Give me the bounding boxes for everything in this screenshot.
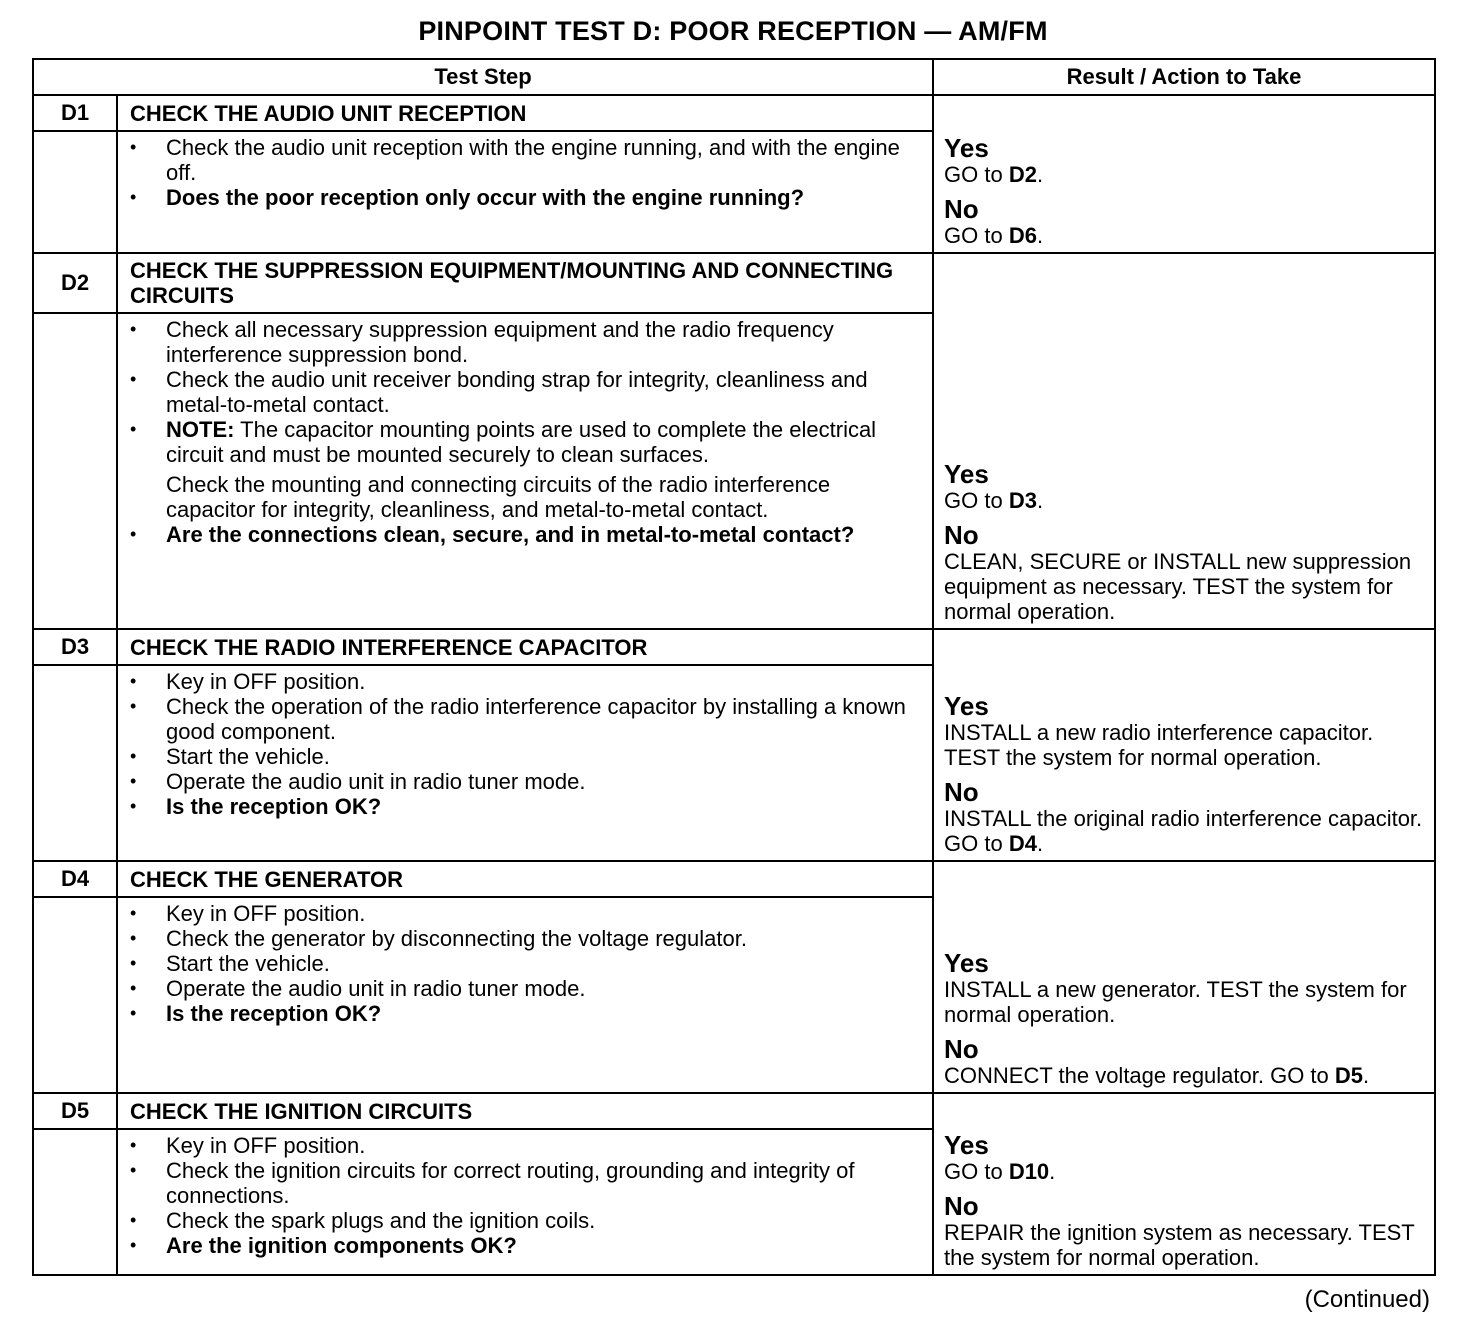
step-result — [933, 95, 1435, 253]
step-heading: CHECK THE AUDIO UNIT RECEPTION — [117, 95, 933, 131]
instruction-text: Check the audio unit receiver bonding strap for integrity, cleanliness and metal-to-metal contact. — [166, 367, 868, 417]
no-action-suffix: . — [1036, 223, 1044, 248]
no-action-text: REPAIR the ignition system as necessary. TEST the system for normal operation. — [944, 1220, 1415, 1270]
yes-result — [944, 1131, 1424, 1184]
step-instructions — [117, 897, 933, 1093]
no-label: No — [944, 520, 979, 550]
no-result — [944, 521, 1424, 624]
step-heading: CHECK THE GENERATOR — [117, 861, 933, 897]
instruction-item — [124, 669, 922, 694]
no-action-text: GO to — [944, 223, 1009, 248]
instruction-text: Operate the audio unit in radio tuner mode. — [166, 769, 586, 794]
instruction-question: Does the poor reception only occur with the engine running? — [166, 185, 805, 210]
continued-label: (Continued) — [1304, 1286, 1430, 1313]
yes-step-reference: D3 — [1008, 488, 1037, 513]
instruction-list — [124, 135, 922, 210]
yes-action-text: INSTALL a new radio interference capacitor. TEST the system for normal operation. — [944, 720, 1374, 770]
step-id-spacer — [33, 665, 117, 861]
no-step-reference: D5 — [1334, 1063, 1364, 1088]
table-header-row — [33, 59, 1435, 95]
step-id: D3 — [33, 629, 117, 665]
step-result — [933, 861, 1435, 1093]
yes-action-text: GO to — [944, 162, 1009, 187]
instruction-item — [124, 901, 922, 926]
steps-body — [33, 95, 1435, 1275]
yes-action-suffix: . — [1049, 1159, 1056, 1184]
no-action-text: INSTALL the original radio interference capacitor. GO to — [944, 806, 1423, 856]
yes-step-reference: D10 — [1008, 1159, 1050, 1184]
yes-action-suffix: . — [1036, 162, 1044, 187]
step-id: D1 — [33, 95, 117, 131]
instruction-item — [124, 1208, 922, 1233]
no-step-reference: D4 — [1008, 831, 1037, 856]
no-result — [944, 778, 1424, 856]
step-instructions — [117, 131, 933, 253]
instruction-text: Check the generator by disconnecting the voltage regulator. — [166, 926, 747, 951]
instruction-text: Key in OFF position. — [166, 1133, 366, 1158]
no-label: No — [944, 1191, 979, 1221]
no-action-suffix: . — [1036, 831, 1044, 856]
step-instructions — [117, 313, 933, 629]
step-heading: CHECK THE RADIO INTERFERENCE CAPACITOR — [117, 629, 933, 665]
no-step-reference: D6 — [1008, 223, 1037, 248]
yes-action-text: INSTALL a new generator. TEST the system for normal operation. — [944, 977, 1407, 1027]
step-instructions — [117, 665, 933, 861]
no-action-suffix: . — [1363, 1063, 1370, 1088]
yes-result — [944, 949, 1424, 1027]
instruction-text: Check the mounting and connecting circuits of the radio interference capacitor for integrity, cleanliness, and metal-to-metal contact. — [166, 472, 831, 522]
yes-step-reference: D2 — [1008, 162, 1037, 187]
instruction-text: The capacitor mounting points are used to complete the electrical circuit and must be mounted securely to clean surfaces. — [166, 417, 877, 467]
instruction-question: Are the ignition components OK? — [166, 1233, 517, 1258]
yes-label: Yes — [944, 459, 989, 489]
instruction-item — [124, 1001, 922, 1026]
instruction-question: Are the connections clean, secure, and in metal-to-metal contact? — [166, 522, 855, 547]
instruction-item — [124, 522, 922, 547]
step-id-spacer — [33, 131, 117, 253]
instruction-list — [124, 901, 922, 1026]
instruction-text: Operate the audio unit in radio tuner mode. — [166, 976, 586, 1001]
instruction-text: Start the vehicle. — [166, 744, 330, 769]
yes-result — [944, 692, 1424, 770]
no-label: No — [944, 1034, 979, 1064]
step-id: D4 — [33, 861, 117, 897]
yes-label: Yes — [944, 1130, 989, 1160]
instruction-item — [124, 1133, 922, 1158]
instruction-item — [124, 185, 922, 210]
instruction-item — [124, 976, 922, 1001]
instruction-text: Key in OFF position. — [166, 669, 366, 694]
step-heading: CHECK THE IGNITION CIRCUITS — [117, 1093, 933, 1129]
step-heading: CHECK THE SUPPRESSION EQUIPMENT/MOUNTING AND CONNECTING CIRCUITS — [117, 253, 933, 313]
instruction-list — [124, 317, 922, 547]
instruction-text: Check the operation of the radio interference capacitor by installing a known good component. — [166, 694, 906, 744]
no-action-text: CONNECT the voltage regulator. GO to — [944, 1063, 1335, 1088]
step-id: D5 — [33, 1093, 117, 1129]
step-id: D2 — [33, 253, 117, 313]
instruction-item — [124, 926, 922, 951]
step-id-spacer — [33, 897, 117, 1093]
yes-label: Yes — [944, 133, 989, 163]
instruction-item — [124, 367, 922, 417]
yes-action-text: GO to — [944, 488, 1009, 513]
no-result — [944, 195, 1424, 248]
instruction-item — [124, 1233, 922, 1258]
instruction-item — [124, 744, 922, 769]
instruction-text: Start the vehicle. — [166, 951, 330, 976]
pinpoint-test-table — [32, 58, 1436, 1276]
instruction-question: Is the reception OK? — [166, 1001, 382, 1026]
step-heading-row — [33, 253, 1435, 313]
step-instructions — [117, 1129, 933, 1275]
yes-action-text: GO to — [944, 1159, 1009, 1184]
yes-label: Yes — [944, 948, 989, 978]
instruction-question: Is the reception OK? — [166, 794, 382, 819]
instruction-item — [124, 472, 922, 522]
step-heading-row — [33, 629, 1435, 665]
no-label: No — [944, 777, 979, 807]
instruction-list — [124, 1133, 922, 1258]
instruction-item — [124, 694, 922, 744]
step-heading-row — [33, 1093, 1435, 1129]
column-header-test-step: Test Step — [33, 59, 933, 95]
yes-label: Yes — [944, 691, 989, 721]
instruction-text: Check the spark plugs and the ignition coils. — [166, 1208, 596, 1233]
instruction-list — [124, 669, 922, 819]
instruction-item — [124, 317, 922, 367]
instruction-text: Check the ignition circuits for correct routing, grounding and integrity of connections. — [166, 1158, 855, 1208]
step-heading-row — [33, 861, 1435, 897]
step-id-spacer — [33, 1129, 117, 1275]
instruction-item — [124, 794, 922, 819]
yes-result — [944, 134, 1424, 187]
instruction-item — [124, 135, 922, 185]
instruction-item — [124, 769, 922, 794]
instruction-text: Check the audio unit reception with the engine running, and with the engine off. — [166, 135, 900, 185]
yes-result — [944, 460, 1424, 513]
instruction-item — [124, 951, 922, 976]
instruction-item — [124, 1158, 922, 1208]
step-heading-row — [33, 95, 1435, 131]
instruction-text: Key in OFF position. — [166, 901, 366, 926]
instruction-text: Check all necessary suppression equipment and the radio frequency interference suppression bond. — [166, 317, 834, 367]
yes-action-suffix: . — [1036, 488, 1044, 513]
no-label: No — [944, 194, 979, 224]
no-action-text: CLEAN, SECURE or INSTALL new suppression equipment as necessary. TEST the system for normal operation. — [944, 549, 1412, 624]
note-label: NOTE: — [166, 417, 235, 442]
step-id-spacer — [33, 313, 117, 629]
instruction-item — [124, 417, 922, 467]
page-title: PINPOINT TEST D: POOR RECEPTION — AM/FM — [418, 16, 1048, 46]
step-result — [933, 1093, 1435, 1275]
no-result — [944, 1035, 1424, 1088]
step-result — [933, 253, 1435, 629]
step-result — [933, 629, 1435, 861]
no-result — [944, 1192, 1424, 1270]
column-header-result: Result / Action to Take — [933, 59, 1435, 95]
